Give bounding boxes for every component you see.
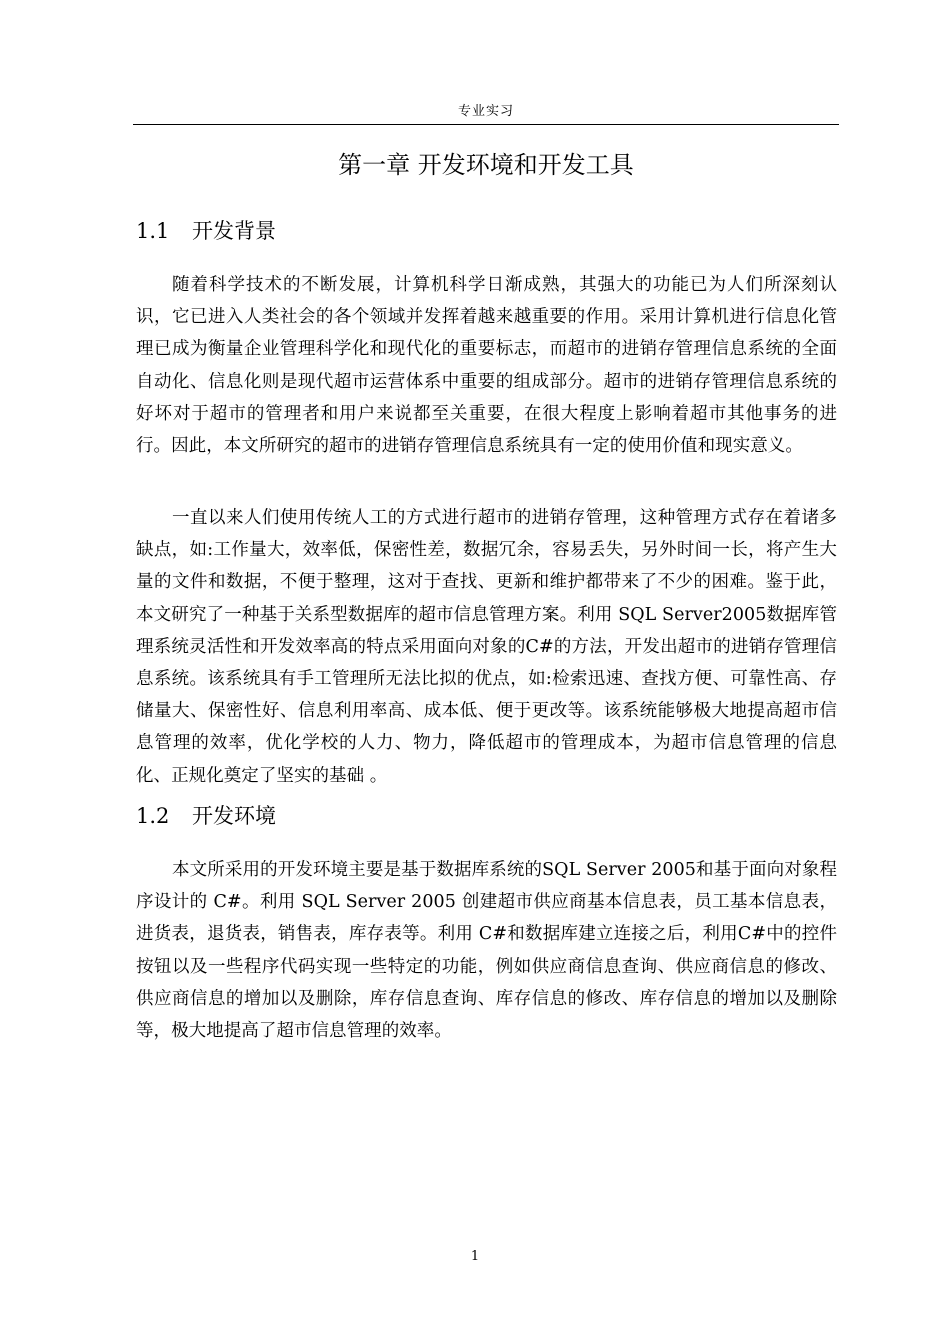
paragraph-environment-1: 本文所采用的开发环境主要是基于数据库系统的SQL Server 2005和基于面向对象程序设计的 C#。利用 SQL Server 2005 创建超市供应商基本信息表，员工基本信息表，进货表，退货表，销售表，库存表等。利用 C#和数据库建立连接之后，利用C#中的控件按钮以及一些程序代码实现一些特定的功能，例如供应商信息查询、供应商信息的修改、供应商信息的增加以及删除，库存信息查询、库存信息的修改、库存信息的增加以及删除等，极大地提高了超市信息管理的效率。: [136, 860, 837, 1042]
chapter-title: 第一章 开发环境和开发工具: [338, 151, 634, 179]
header-rule: [133, 124, 839, 125]
running-header: 专业实习: [457, 104, 514, 119]
section-title: 开发环境: [192, 804, 276, 828]
section-number: 1.1: [136, 219, 170, 243]
paragraph-background-2: 一直以来人们使用传统人工的方式进行超市的进销存管理，这种管理方式存在着诸多缺点，如:工作量大，效率低，保密性差，数据冗余，容易丢失，另外时间一长，将产生大量的文件和数据，不便于整理，这对于查找、更新和维护都带来了不少的困难。鉴于此，本文研究了一种基于关系型数据库的超市信息管理方案。利用 SQL Server2005数据库管理系统灵活性和开发效率高的特点采用面向对象的C#的方法，开发出超市的进销存管理信息系统。该系统具有手工管理所无法比拟的优点，如:检索迅速、查找方便、可靠性高、存储量大、保密性好、信息利用率高、成本低、便于更改等。该系统能够极大地提高超市信息管理的效率，优化学校的人力、物力，降低超市的管理成本，为超市信息管理的信息化、正规化奠定了坚实的基础 。: [136, 508, 837, 786]
section-heading-1-1: [136, 216, 276, 246]
page-number: 1: [470, 1249, 480, 1264]
paragraph-background-1: 随着科学技术的不断发展，计算机科学日渐成熟，其强大的功能已为人们所深刻认识，它已进入人类社会的各个领域并发挥着越来越重要的作用。采用计算机进行信息化管理已成为衡量企业管理科学化和现代化的重要标志，而超市的进销存管理信息系统的全面自动化、信息化则是现代超市运营体系中重要的组成部分。超市的进销存管理信息系统的好坏对于超市的管理者和用户来说都至关重要，在很大程度上影响着超市其他事务的进行。因此，本文所研究的超市的进销存管理信息系统具有一定的使用价值和现实意义。: [136, 275, 837, 457]
section-title: 开发背景: [192, 219, 276, 243]
section-heading-1-2: [136, 801, 276, 831]
section-number: 1.2: [136, 804, 170, 828]
